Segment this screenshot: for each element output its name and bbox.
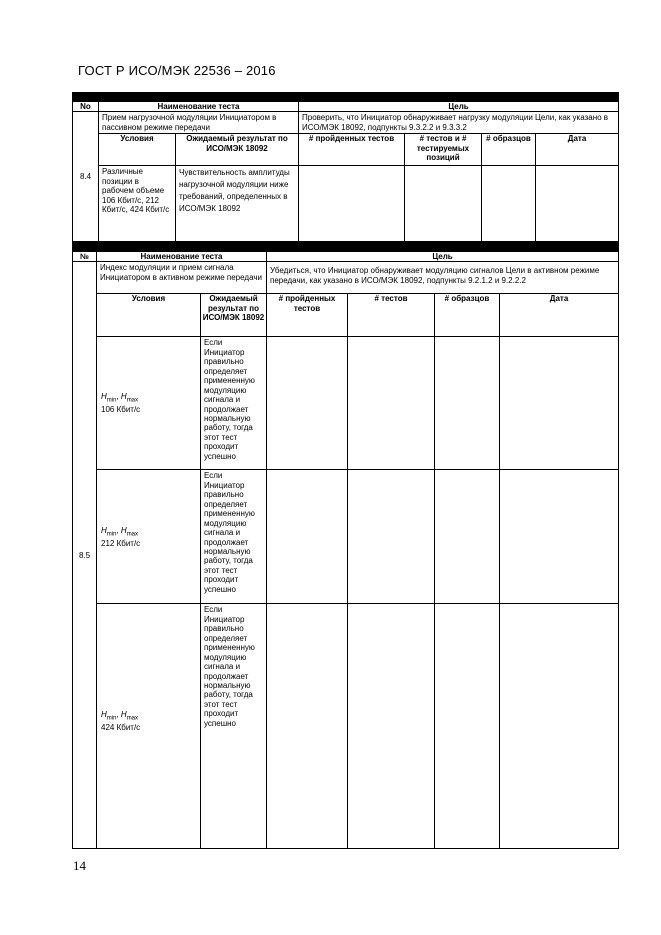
- h-range: $H_{min}$, $H_{max}$: [101, 710, 139, 723]
- date-cell: [500, 604, 619, 849]
- expected-value: Если Инициатор правильно определяет примененную модуляцию сигнала и продолжает нормальную работу, тогда этот тест проходит успешно: [201, 337, 267, 470]
- passed-cell: [267, 470, 348, 604]
- samples-cell: [435, 604, 500, 849]
- header-no: No: [73, 102, 99, 112]
- conditions-value: [97, 337, 201, 470]
- expected-value: Если Инициатор правильно определяет примененную модуляцию сигнала и продолжает нормальную работу, тогда этот тест проходит успешно: [201, 470, 267, 604]
- passed-cell: [267, 604, 348, 849]
- tests-cell: [348, 470, 435, 604]
- col-tests-positions: # тестов и # тестируемых позиций: [405, 134, 482, 166]
- h-range: $H_{min}$, $H_{max}$: [101, 392, 139, 404]
- col-samples: # образцов: [435, 294, 500, 337]
- test-goal: Проверить, что Инициатор обнаруживает нагрузку модуляции Цели, как указано в ИСО/МЭК 18092, подпункты 9.3.2.2 и 9.3.3.2: [299, 112, 619, 134]
- bit-rate: 106 Кбит/с: [101, 405, 141, 415]
- table-row: [73, 337, 619, 470]
- row-number: 8.5: [73, 262, 97, 849]
- col-passed-tests: # пройденных тестов: [299, 134, 405, 166]
- date-cell: [536, 166, 619, 242]
- test-name: Прием нагрузочной модуляции Инициатором в пассивном режиме передачи: [99, 112, 299, 134]
- col-conditions: Условия: [99, 134, 176, 166]
- conditions-value: Различные позиции в рабочем объеме 106 Кбит/с, 212 Кбит/с, 424 Кбит/с: [99, 166, 176, 242]
- passed-cell: [299, 166, 405, 242]
- h-range: $H_{min}$, $H_{max}$: [101, 525, 139, 538]
- conditions-value: [97, 470, 201, 604]
- date-cell: [500, 337, 619, 470]
- col-expected-result: Ожидаемый результат по ИСО/МЭК 18092: [201, 294, 267, 337]
- col-conditions: Условия: [97, 294, 201, 337]
- table-row: [73, 604, 619, 849]
- bit-rate: 424 Кбит/с: [101, 723, 141, 733]
- header-goal: Цель: [267, 252, 619, 262]
- test-goal: Убедиться, что Инициатор обнаруживает модуляцию сигналов Цели в активном режиме передачи, как указано в ИСО/МЭК 18092, подпункты 9.2.1.2 и 9.2.2.2: [267, 262, 619, 294]
- header-test-name: Наименование теста: [99, 102, 299, 112]
- row-number: 8.4: [73, 112, 99, 242]
- conditions-value: [97, 604, 201, 849]
- samples-cell: [435, 470, 500, 604]
- tests-positions-cell: [405, 166, 482, 242]
- bit-rate: 212 Кбит/с: [101, 538, 141, 548]
- header-goal: Цель: [299, 102, 619, 112]
- header-no: №: [73, 252, 97, 262]
- col-date: Дата: [500, 294, 619, 337]
- tests-cell: [348, 604, 435, 849]
- passed-cell: [267, 337, 348, 470]
- col-date: Дата: [536, 134, 619, 166]
- header-test-name: Наименование теста: [97, 252, 267, 262]
- date-cell: [500, 470, 619, 604]
- expected-value: Если Инициатор правильно определяет примененную модуляцию сигнала и продолжает нормальную работу, тогда этот тест проходит успешно: [201, 604, 267, 849]
- samples-cell: [435, 337, 500, 470]
- col-samples: # образцов: [482, 134, 536, 166]
- table-row: [73, 470, 619, 604]
- col-tests: # тестов: [348, 294, 435, 337]
- tests-cell: [348, 337, 435, 470]
- expected-value: Чувствительность амплитуды нагрузочной модуляции ниже требований, определенных в ИСО/МЭК 18092: [176, 166, 299, 242]
- test-table-8-4: [72, 92, 619, 242]
- test-table-8-5: [72, 242, 619, 849]
- col-passed-tests: # пройденных тестов: [267, 294, 348, 337]
- test-name: Индекс модуляции и прием сигнала Инициатором в активном режиме передачи: [97, 262, 267, 294]
- document-title: ГОСТ Р ИСО/МЭК 22536 – 2016: [78, 63, 276, 78]
- samples-cell: [482, 166, 536, 242]
- col-expected-result: Ожидаемый результат по ИСО/МЭК 18092: [176, 134, 299, 166]
- page-number: 14: [73, 858, 86, 873]
